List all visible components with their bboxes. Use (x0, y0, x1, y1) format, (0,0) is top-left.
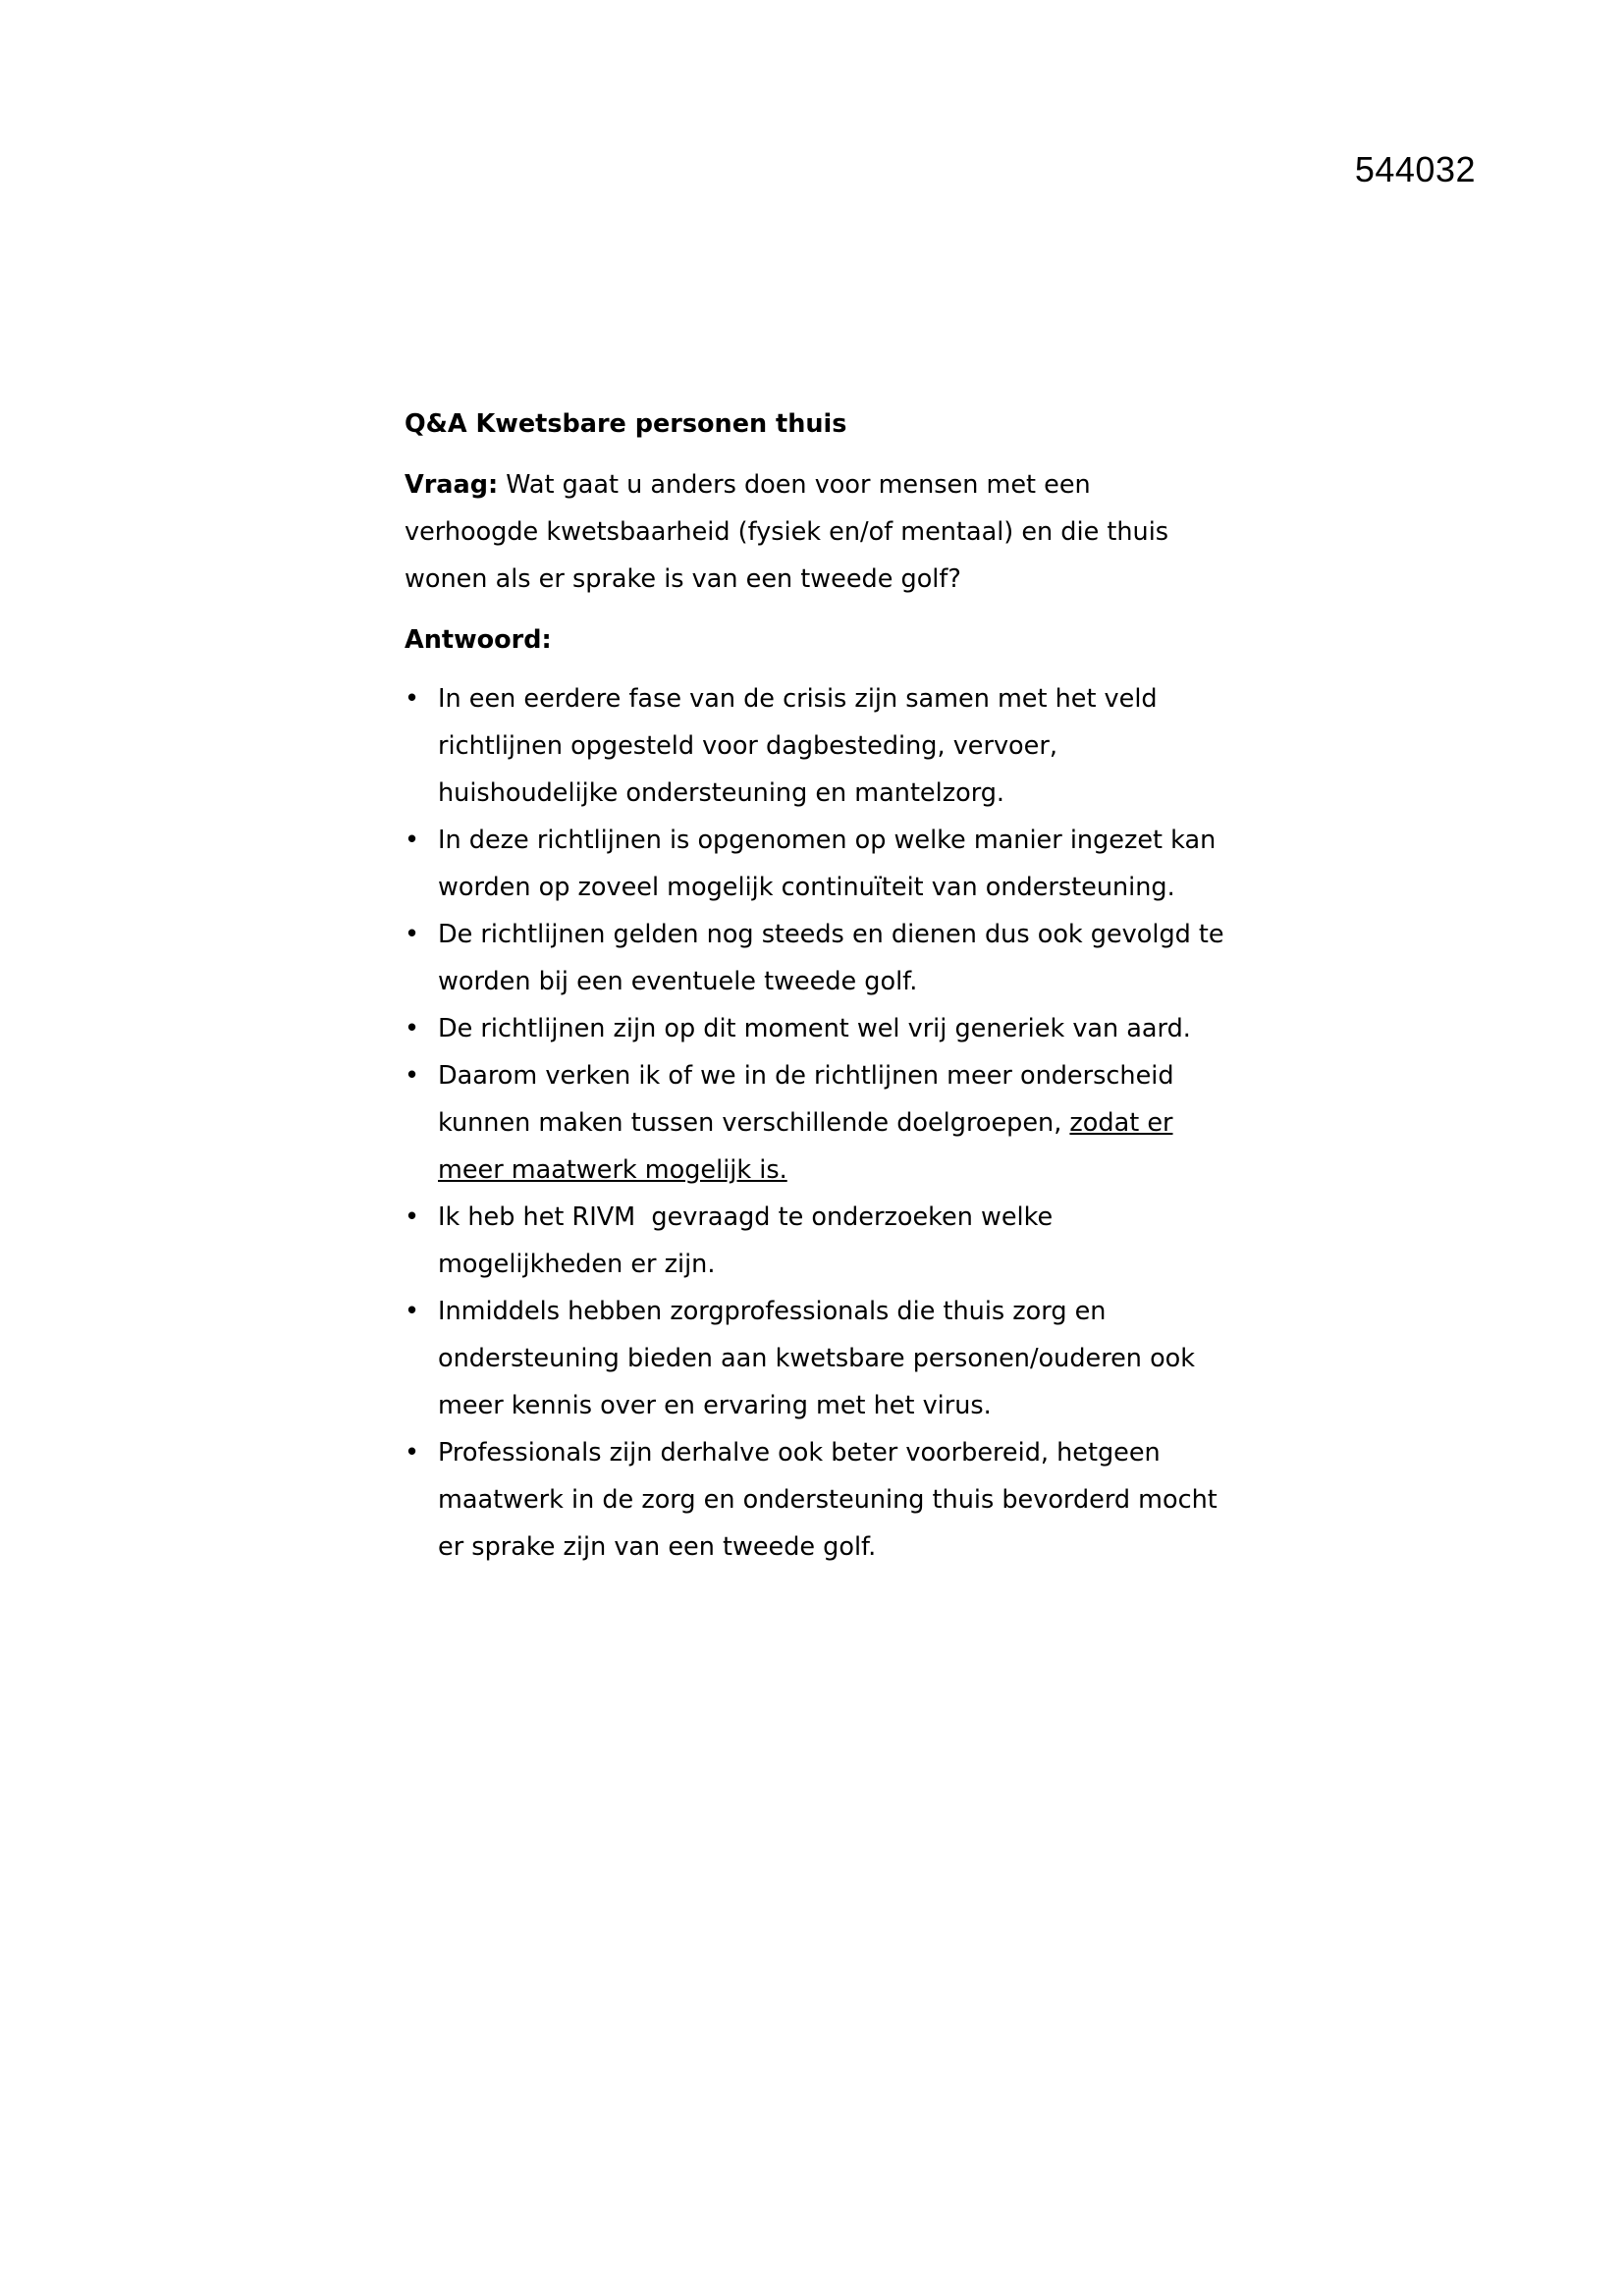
document-title: Q&A Kwetsbare personen thuis (405, 409, 847, 439)
bullet-icon: • (405, 1438, 420, 1468)
bullet-text: Ik heb het RIVM gevraagd te onderzoeken welke mogelijkheden er zijn. (438, 1202, 1061, 1279)
list-item (405, 911, 1229, 1005)
list-item (405, 1429, 1229, 1571)
bullet-icon: • (405, 826, 420, 855)
bullet-icon: • (405, 684, 420, 714)
list-item (405, 1005, 1229, 1052)
question-text: Wat gaat u anders doen voor mensen met een verhoogde kwetsbaarheid (fysiek en/of mentaal) en die thuis wonen als er sprake is van een tweede golf? (405, 470, 1169, 594)
bullet-text: Professionals zijn derhalve ook beter voorbereid, hetgeen maatwerk in de zorg en ondersteuning thuis bevorderd mocht er sprake zijn van een tweede golf. (438, 1438, 1218, 1562)
bullet-text: De richtlijnen gelden nog steeds en dienen dus ook gevolgd te worden bij een eventuele tweede golf. (438, 920, 1224, 996)
list-item (405, 817, 1229, 911)
bullet-icon: • (405, 1297, 420, 1326)
question-paragraph (405, 461, 1229, 603)
list-item (405, 1052, 1229, 1194)
bullet-text: De richtlijnen zijn op dit moment wel vrij generiek van aard. (438, 1014, 1191, 1043)
document-number: 544032 (1354, 149, 1476, 189)
document-body (405, 400, 1229, 1571)
bullet-text: Daarom verken ik of we in de richtlijnen meer onderscheid kunnen maken tussen verschillende doelgroepen, (438, 1061, 1174, 1138)
list-item (405, 1288, 1229, 1429)
answer-label: Antwoord: (405, 625, 552, 655)
list-item (405, 1194, 1229, 1288)
underlined-text: zodat er meer maatwerk mogelijk is. (438, 1108, 1173, 1185)
bullet-icon: • (405, 1014, 420, 1043)
list-item (405, 675, 1229, 817)
answer-bullet-list (405, 675, 1229, 1571)
bullet-text: Inmiddels hebben zorgprofessionals die thuis zorg en ondersteuning bieden aan kwetsbare personen/ouderen ook meer kennis over en ervaring met het virus. (438, 1297, 1196, 1420)
bullet-text: In deze richtlijnen is opgenomen op welke manier ingezet kan worden op zoveel mogelijk continuïteit van ondersteuning. (438, 826, 1217, 902)
bullet-icon: • (405, 1061, 420, 1091)
bullet-icon: • (405, 1202, 420, 1232)
question-label: Vraag: (405, 470, 499, 500)
bullet-icon: • (405, 920, 420, 949)
bullet-text: In een eerdere fase van de crisis zijn samen met het veld richtlijnen opgesteld voor dagbesteding, vervoer, huishoudelijke ondersteuning en mantelzorg. (438, 684, 1158, 808)
